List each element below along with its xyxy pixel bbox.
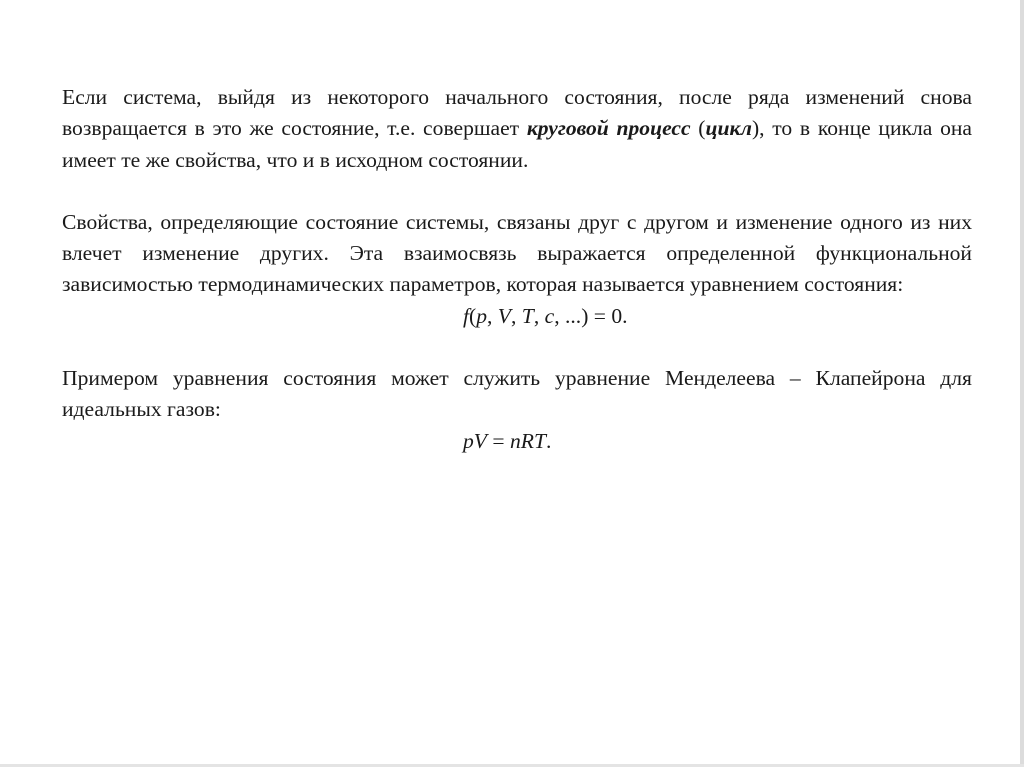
formula-separator: ,	[511, 303, 522, 328]
paragraph-state-equation: Свойства, определяющие состояние системы, связаны друг с другом и изменение одного из них влечет изменение других. Эта взаимосвязь выражается определенной функциональной зависимостью термодинамических параметров, которая называется уравнением состояния:	[62, 209, 972, 297]
formula-lhs: pV	[463, 428, 487, 453]
formula-var-c: c	[544, 303, 555, 328]
formula-separator: ,	[533, 303, 545, 328]
formula-var-v: V	[497, 303, 511, 328]
paragraph-ideal-gas: Примером уравнения состояния может служить уравнение Менделеева – Клапейрона для идеальных газов:	[62, 366, 972, 422]
paragraph-spacer	[62, 332, 972, 363]
paragraph-cycle-text-before: Если система, выйдя из некоторого начального состояния, после ряда изменений снова возвращается в это же состояние, т.е. совершает	[62, 85, 972, 141]
formula-ideal-gas-law	[62, 426, 972, 457]
slide-frame-right-edge	[1020, 0, 1024, 767]
formula-var-p: p	[476, 303, 487, 328]
formula-var-t: T	[521, 303, 534, 328]
paragraph-cycle-text-mid: (	[690, 116, 706, 141]
term-circular-process: круговой процесс	[526, 116, 691, 141]
formula-function-symbol: f	[463, 303, 469, 328]
paragraph-cycle-text-after: ), то в конце цикла она имеет те же свойства, что и в исходном состоянии.	[62, 116, 973, 172]
slide-content	[62, 82, 972, 457]
formula-equals: =	[487, 428, 510, 453]
term-cycle: цикл	[705, 116, 752, 141]
paragraph-spacer	[62, 176, 972, 207]
formula-open-paren: (	[469, 303, 477, 328]
formula-state-function	[62, 301, 972, 332]
formula-rhs: nRT	[509, 428, 546, 453]
formula-period: .	[545, 428, 552, 453]
formula-tail: , ...) = 0.	[554, 303, 628, 328]
paragraph-cycle-definition	[62, 82, 972, 176]
formula-separator: ,	[487, 303, 498, 328]
